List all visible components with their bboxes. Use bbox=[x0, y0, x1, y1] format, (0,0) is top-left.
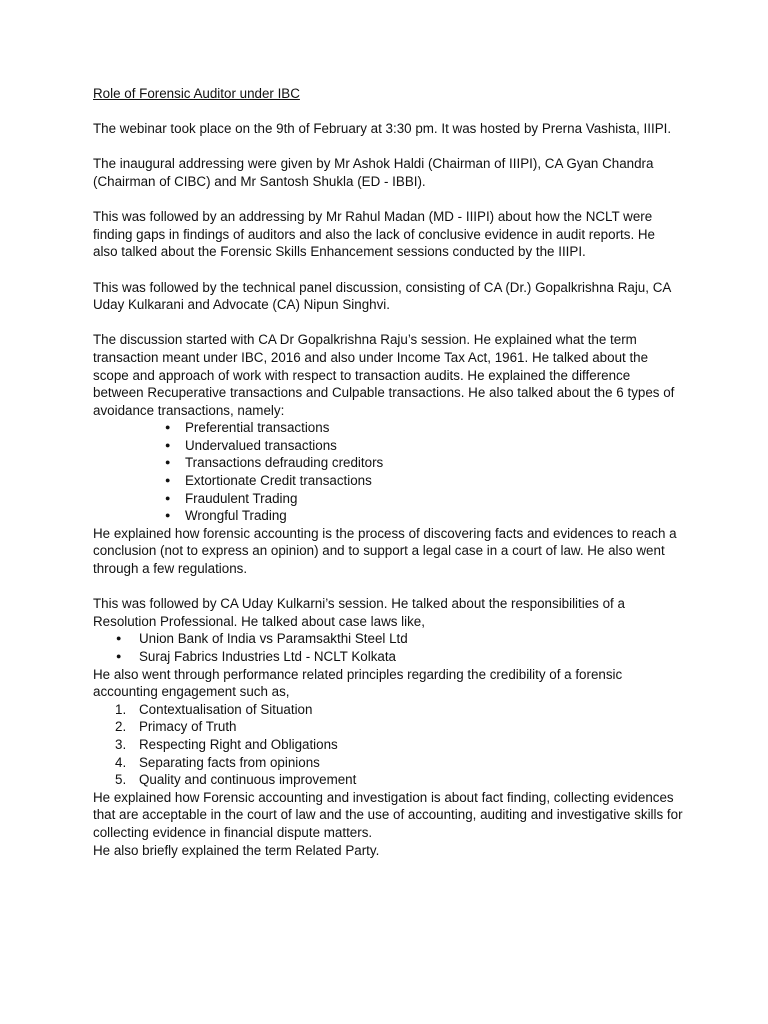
paragraph-related-party: He also briefly explained the term Related Party. bbox=[93, 842, 380, 858]
list-item: ● Union Bank of India vs Paramsakthi Steel Ltd bbox=[93, 630, 683, 648]
paragraph-panel: This was followed by the technical panel discussion, consisting of CA (Dr.) Gopalkrishna Raju, CA Uday Kulkarani and Advocate (CA) Nipun Singhvi. bbox=[93, 279, 671, 313]
list-item: ● Extortionate Credit transactions bbox=[93, 472, 683, 490]
list-item bbox=[93, 701, 683, 719]
paragraph-kulkarni-session: This was followed by CA Uday Kulkarni’s session. He talked about the responsibilities of a Resolution Professional. He talked about case laws like, bbox=[93, 596, 625, 629]
list-item: ● Transactions defrauding creditors bbox=[93, 454, 683, 472]
principles-list bbox=[93, 701, 683, 789]
document-title: Role of Forensic Auditor under IBC bbox=[93, 86, 300, 101]
paragraph-raju-session: The discussion started with CA Dr Gopalkrishna Raju’s session. He explained what the term transaction meant under IBC, 2016 and also under Income Tax Act, 1961. He talked about the scope and approach of work with respect to transaction audits. He explained the difference between Recuperative transactions and Culpable transactions. He also talked about the 6 types of avoidance transactions, namely: bbox=[93, 332, 675, 418]
list-item: ● Suraj Fabrics Industries Ltd - NCLT Kolkata bbox=[93, 648, 683, 666]
list-number: 1. bbox=[115, 701, 127, 717]
document-page bbox=[93, 85, 683, 859]
list-item: ● Undervalued transactions bbox=[93, 437, 683, 455]
list-item bbox=[93, 736, 683, 754]
list-text: Quality and continuous improvement bbox=[139, 772, 357, 788]
case-laws-list bbox=[93, 630, 683, 665]
list-text: Separating facts from opinions bbox=[139, 754, 320, 770]
list-number: 2. bbox=[115, 719, 127, 735]
paragraph-principles-intro: He also went through performance related principles regarding the credibility of a forensic accounting engagement such as, bbox=[93, 666, 623, 700]
list-text: Contextualisation of Situation bbox=[139, 701, 313, 717]
avoidance-transactions-list bbox=[93, 419, 683, 525]
paragraph-investigation: He explained how Forensic accounting and investigation is about fact finding, collecting evidences that are acceptable in the court of law and the use of accounting, auditing and investigative skills for collecting evidence in financial dispute matters. bbox=[93, 789, 683, 840]
list-text: Respecting Right and Obligations bbox=[139, 736, 338, 752]
paragraph-rahul-madan: This was followed by an addressing by Mr Rahul Madan (MD - IIIPI) about how the NCLT were finding gaps in findings of auditors and also the lack of conclusive evidence in audit reports. He also talked about the Forensic Skills Enhancement sessions conducted by the IIIPI. bbox=[93, 209, 656, 260]
list-text: Primacy of Truth bbox=[139, 719, 237, 735]
list-item: ● Wrongful Trading bbox=[93, 507, 683, 525]
list-number: 3. bbox=[115, 736, 127, 752]
list-item bbox=[93, 754, 683, 772]
paragraph-webinar-info: The webinar took place on the 9th of February at 3:30 pm. It was hosted by Prerna Vashista, IIIPI. bbox=[93, 121, 672, 137]
list-item bbox=[93, 718, 683, 736]
list-item: ● Preferential transactions bbox=[93, 419, 683, 437]
list-number: 4. bbox=[115, 754, 127, 770]
paragraph-inaugural: The inaugural addressing were given by Mr Ashok Haldi (Chairman of IIIPI), CA Gyan Chandra (Chairman of CIBC) and Mr Santosh Shukla (ED - IBBI). bbox=[93, 156, 654, 189]
list-item bbox=[93, 771, 683, 789]
paragraph-forensic-accounting: He explained how forensic accounting is the process of discovering facts and evidences to reach a conclusion (not to express an opinion) and to support a legal case in a court of law. He also went through a few regulations. bbox=[93, 525, 677, 577]
list-number: 5. bbox=[115, 772, 127, 788]
list-item: ● Fraudulent Trading bbox=[93, 490, 683, 508]
